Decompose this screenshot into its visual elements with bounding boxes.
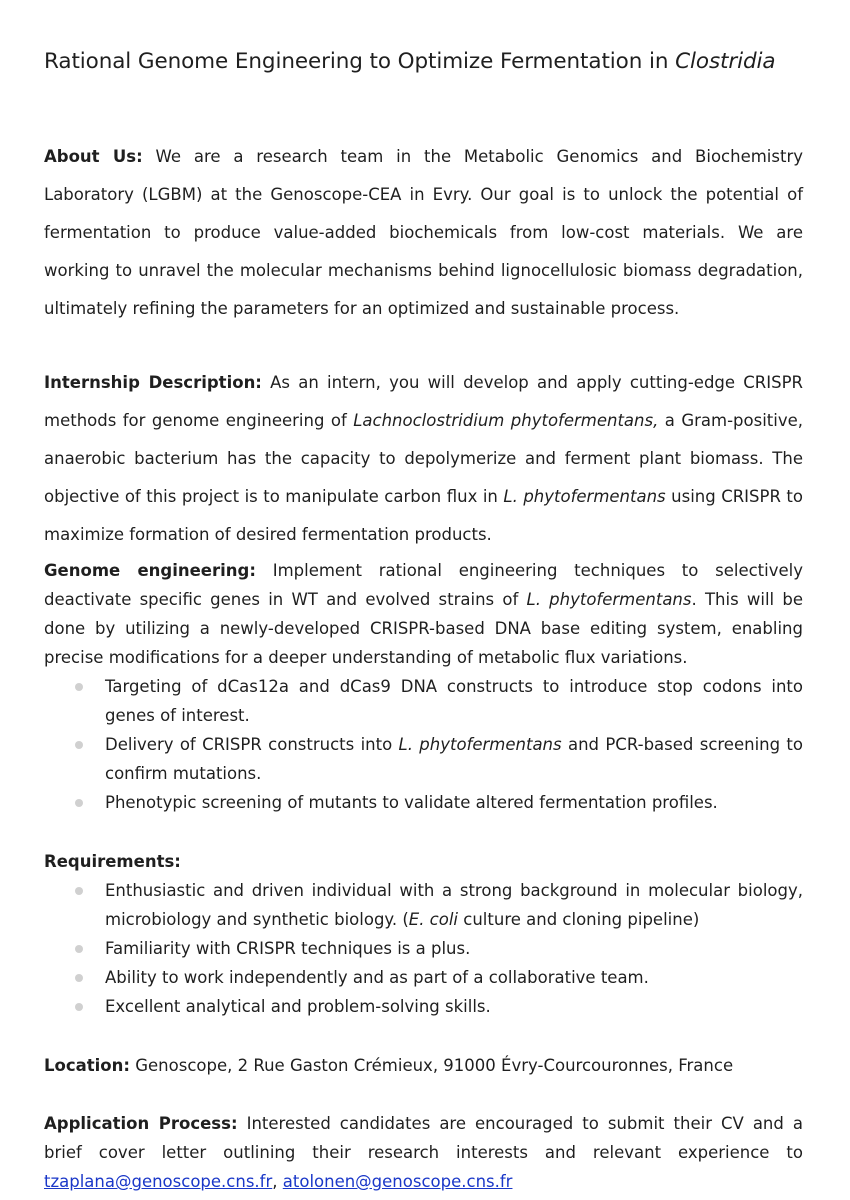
title-italic: Clostridia xyxy=(675,49,776,74)
genome-bullet-list xyxy=(44,672,803,817)
species-name-short: L. phytofermentans xyxy=(503,487,666,506)
internship-text-3: using CRISPR to maximize formation of desired fermentation products. xyxy=(44,487,803,544)
list-item xyxy=(44,876,803,934)
application-section xyxy=(44,1109,803,1196)
email-separator: , xyxy=(272,1172,278,1191)
application-label: Application Process: xyxy=(44,1114,238,1133)
genome-section xyxy=(44,556,803,672)
internship-text-1: As an intern, you will develop and apply cutting-edge CRISPR methods for genome engineering of xyxy=(44,373,803,430)
genome-text-2: . This will be done by utilizing a newly-developed CRISPR-based DNA base editing system, enabling precise modifications for a deeper understanding of metabolic flux variations. xyxy=(44,590,803,667)
species-name-ecoli: E. coli xyxy=(408,910,459,929)
list-item xyxy=(44,963,803,992)
bullet-text: Familiarity with CRISPR techniques is a plus. xyxy=(105,939,471,958)
about-label: About Us: xyxy=(44,147,143,166)
internship-label: Internship Description: xyxy=(44,373,262,392)
requirements-heading xyxy=(44,847,803,876)
email-link-tzaplana[interactable]: tzaplana@genoscope.cns.fr xyxy=(44,1172,273,1191)
bullet-text: Enthusiastic and driven individual with a strong background in molecular biology, microbiology and synthetic biology. ( xyxy=(105,881,803,929)
requirements-list xyxy=(44,876,803,1021)
location-label: Location: xyxy=(44,1056,130,1075)
bullet-text: Phenotypic screening of mutants to validate altered fermentation profiles. xyxy=(105,793,718,812)
bullet-text: culture and cloning pipeline) xyxy=(463,910,700,929)
list-item xyxy=(44,934,803,963)
document-page xyxy=(44,44,803,1196)
species-name: Lachnoclostridium phytofermentans, xyxy=(353,411,659,430)
genome-label: Genome engineering: xyxy=(44,561,256,580)
list-item xyxy=(44,730,803,788)
internship-text-2: a Gram-positive, anaerobic bacterium has the capacity to depolymerize and ferment plant biomass. The objective of this project is to manipulate carbon flux in xyxy=(44,411,803,506)
list-item xyxy=(44,788,803,817)
application-text: Interested candidates are encouraged to submit their CV and a brief cover letter outlining their research interests and relevant experience to xyxy=(44,1114,803,1162)
bullet-text: and PCR-based screening to confirm mutations. xyxy=(105,735,803,783)
bullet-text: Ability to work independently and as part of a collaborative team. xyxy=(105,968,649,987)
location-text: Genoscope, 2 Rue Gaston Crémieux, 91000 Évry-Courcouronnes, France xyxy=(135,1056,734,1075)
bullet-text: Excellent analytical and problem-solving skills. xyxy=(105,997,491,1016)
genome-text-1: Implement rational engineering techniques to selectively deactivate specific genes in WT and evolved strains of xyxy=(44,561,803,609)
list-item xyxy=(44,672,803,730)
species-name-genome: L. phytofermentans xyxy=(526,590,692,609)
title-main: Rational Genome Engineering to Optimize Fermentation in xyxy=(44,49,669,74)
about-section xyxy=(44,138,803,328)
bullet-text: Delivery of CRISPR constructs into xyxy=(105,735,393,754)
bullet-text: Targeting of dCas12a and dCas9 DNA constructs to introduce stop codons into genes of interest. xyxy=(105,677,803,725)
document-title xyxy=(44,44,803,80)
internship-section xyxy=(44,364,803,554)
about-text: We are a research team in the Metabolic Genomics and Biochemistry Laboratory (LGBM) at the Genoscope-CEA in Evry. Our goal is to unlock the potential of fermentation to produce value-added biochemicals from low-cost materials. We are working to unravel the molecular mechanisms behind lignocellulosic biomass degradation, ultimately refining the parameters for an optimized and sustainable process. xyxy=(44,147,803,318)
requirements-label: Requirements: xyxy=(44,852,181,871)
email-link-atolonen[interactable]: atolonen@genoscope.cns.fr xyxy=(282,1172,513,1191)
species-name-bullet: L. phytofermentans xyxy=(398,735,562,754)
location-section xyxy=(44,1051,803,1080)
list-item xyxy=(44,992,803,1021)
